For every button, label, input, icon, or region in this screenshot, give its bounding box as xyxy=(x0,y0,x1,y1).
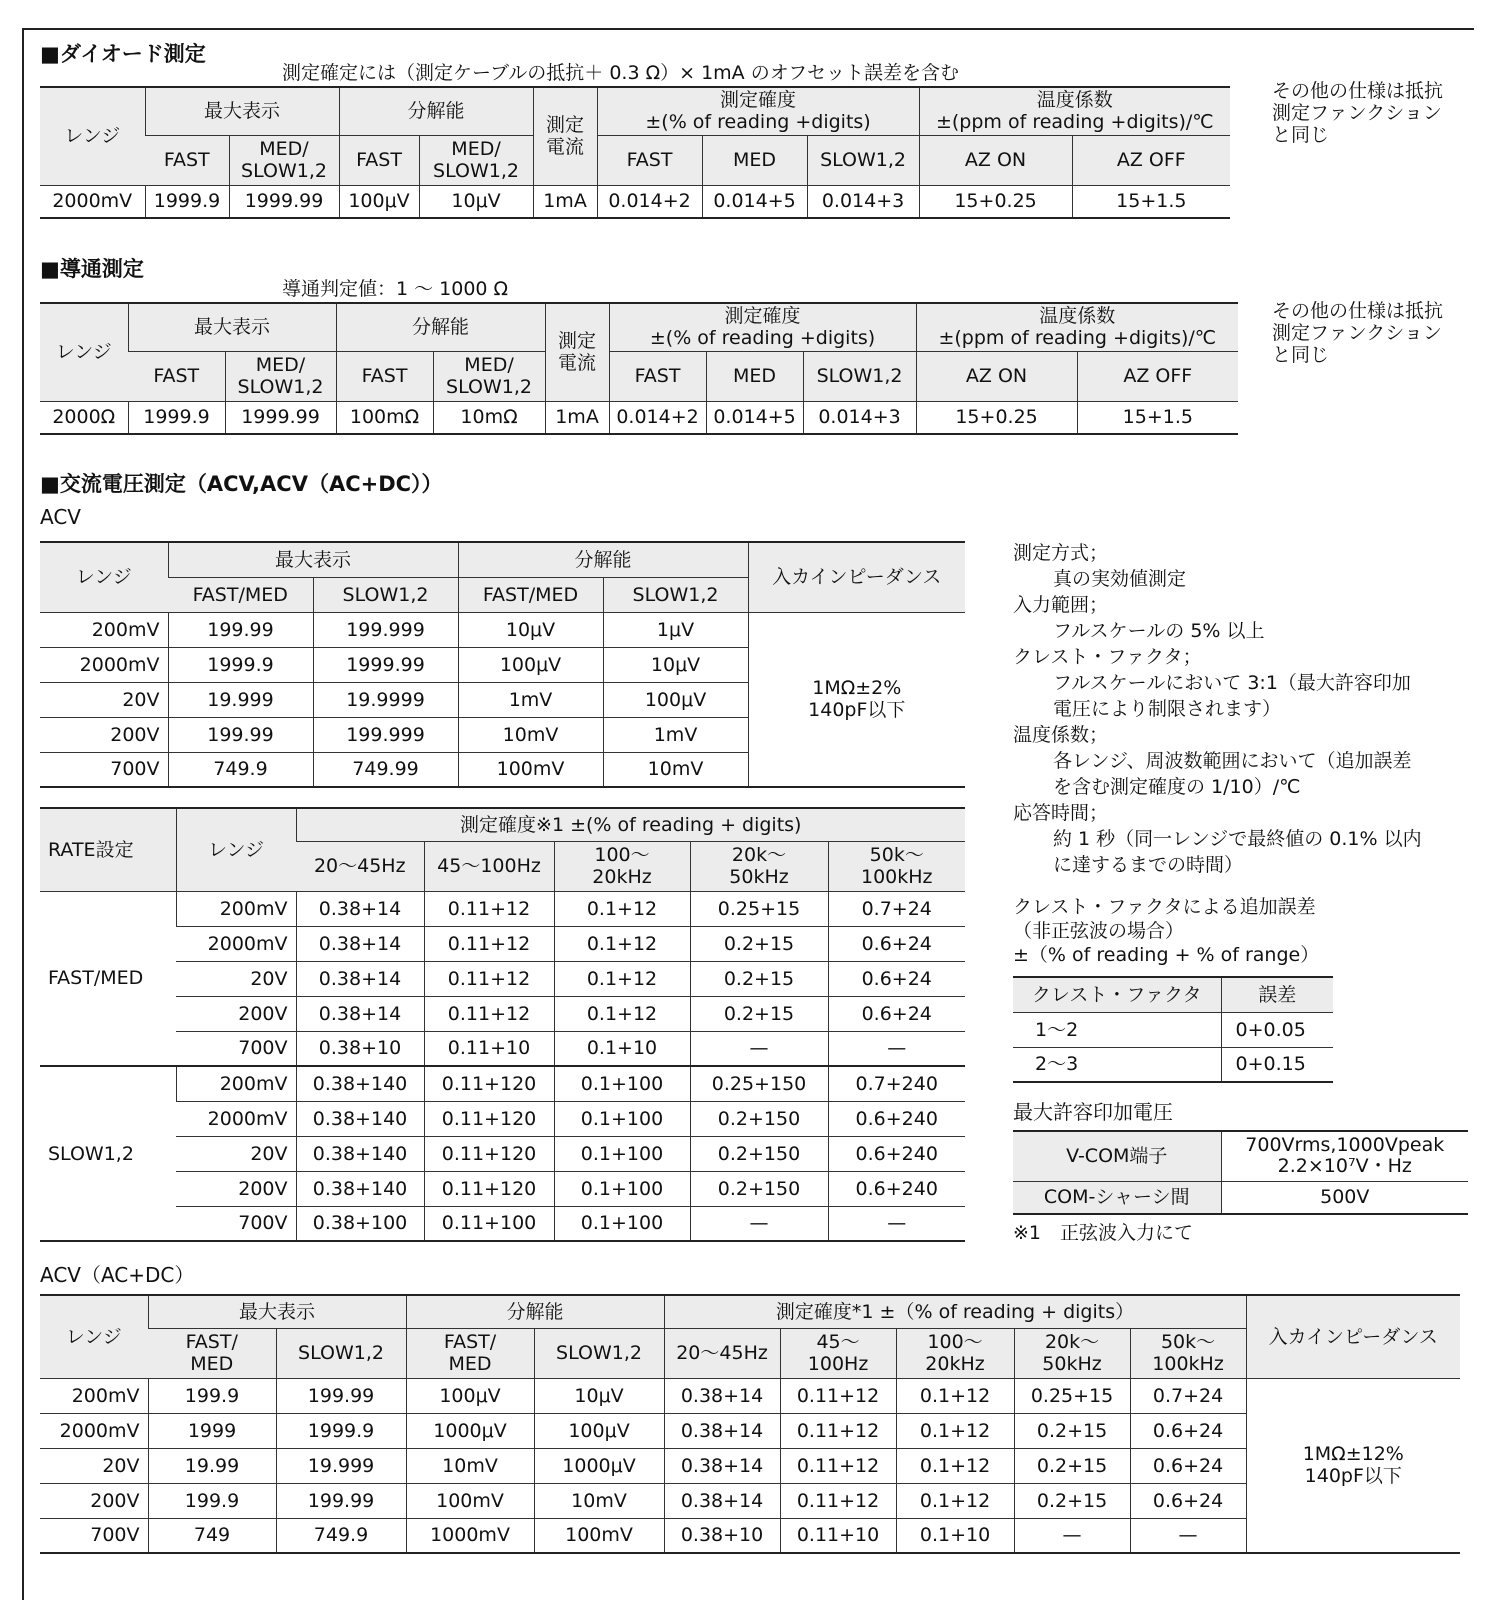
cell: 2000mV xyxy=(40,1413,148,1448)
cell: 0.6+24 xyxy=(1130,1448,1246,1483)
cell: 0.38+140 xyxy=(296,1101,424,1136)
table-row xyxy=(40,961,965,996)
cell: 2000mV xyxy=(176,1101,296,1136)
cell: 100mΩ xyxy=(336,401,433,434)
cell: 0.7+24 xyxy=(828,891,965,926)
cell: 1999.99 xyxy=(313,647,458,682)
cell: 15+0.25 xyxy=(919,185,1072,218)
table-row xyxy=(40,1101,965,1136)
cell: 0.11+100 xyxy=(424,1206,554,1241)
h-range: レンジ xyxy=(40,303,128,401)
side-note-line: 温度係数； xyxy=(1013,724,1109,746)
cell: 199.9 xyxy=(148,1483,276,1518)
h-max: 最大表示 xyxy=(168,542,458,577)
cell: 1999.99 xyxy=(225,401,336,434)
h-acc: 測定確度 ±(% of reading +digits) xyxy=(609,303,916,351)
cell: 10mV xyxy=(603,752,748,787)
cell: 15+1.5 xyxy=(1072,185,1230,218)
cell: 0.38+10 xyxy=(664,1518,780,1553)
cell: 20V xyxy=(176,961,296,996)
cell: 0.11+120 xyxy=(424,1101,554,1136)
cell: 100μV xyxy=(406,1378,534,1413)
cell: 20V xyxy=(176,1136,296,1171)
cell: 10μV xyxy=(419,185,533,218)
h-slow: SLOW1,2 xyxy=(603,577,748,612)
h-acc: 測定確度※1 ±(% of reading + digits) xyxy=(296,808,965,841)
cell: 0.11+12 xyxy=(780,1483,896,1518)
cell: 10mV xyxy=(458,717,603,752)
h-fast: FAST xyxy=(597,135,702,185)
cell: 0.6+24 xyxy=(1130,1483,1246,1518)
cell: 0.2+150 xyxy=(690,1101,828,1136)
cell: 0.2+15 xyxy=(690,926,828,961)
cell: 0.11+120 xyxy=(424,1136,554,1171)
cell: 749.9 xyxy=(276,1518,406,1553)
h-fast: FAST xyxy=(336,351,433,401)
table-row xyxy=(40,185,1230,218)
cell: 700V xyxy=(238,1212,288,1235)
h-range: レンジ xyxy=(40,1295,148,1378)
cell: 0.1+100 xyxy=(554,1101,690,1136)
cell: 0.6+24 xyxy=(828,926,965,961)
h-freq: 20〜45Hz xyxy=(296,841,424,891)
cell: 1mV xyxy=(458,682,603,717)
h-temp: 温度係数 ±(ppm of reading +digits)/℃ xyxy=(916,303,1238,351)
cell: — xyxy=(828,1206,965,1241)
cell: — xyxy=(690,1206,828,1241)
cell: 0.11+12 xyxy=(424,926,554,961)
cell: 200mV xyxy=(176,1066,296,1101)
h-imp: 入カインピーダンス xyxy=(748,542,965,612)
cell: — xyxy=(1130,1518,1246,1553)
cell: 0.38+14 xyxy=(296,961,424,996)
table-row xyxy=(40,1378,1460,1413)
acdc-impedance: 1MΩ±12% 140pF以下 xyxy=(1246,1378,1460,1553)
h-fast: FAST xyxy=(145,135,229,185)
cell: 0.11+12 xyxy=(780,1448,896,1483)
table-row xyxy=(1013,1181,1468,1214)
h-slow: SLOW1,2 xyxy=(313,577,458,612)
h-fastmed: FAST/ MED xyxy=(406,1328,534,1378)
cell: 700Vrms,1000Vpeak 2.2×10⁷V・Hz xyxy=(1221,1131,1468,1181)
cell: 200V xyxy=(176,996,296,1031)
cell: 0.1+100 xyxy=(554,1136,690,1171)
acdc-table xyxy=(40,1294,1460,1554)
footnote: ※1 正弦波入力にて xyxy=(1013,1222,1194,1244)
cell: COM-シャーシ間 xyxy=(1013,1181,1221,1214)
cell: 2000mV xyxy=(176,926,296,961)
cell: 0.2+150 xyxy=(690,1136,828,1171)
side-note-line: クレスト・ファクタ； xyxy=(1013,646,1202,668)
h-azoff: AZ OFF xyxy=(1077,351,1238,401)
table-row xyxy=(40,891,965,926)
cell: 0.11+12 xyxy=(780,1378,896,1413)
cell: 199.999 xyxy=(313,717,458,752)
cell: 19.999 xyxy=(168,682,313,717)
cell: 0.014+5 xyxy=(702,185,807,218)
cell: 0.1+100 xyxy=(554,1206,690,1241)
cell: 0.38+14 xyxy=(296,891,424,926)
cell: 749.9 xyxy=(168,752,313,787)
cell: 1mA xyxy=(545,401,609,434)
cell: 20V xyxy=(40,1448,148,1483)
cell: 15+1.5 xyxy=(1077,401,1238,434)
h-res: 分解能 xyxy=(406,1295,664,1328)
cell: 100mV xyxy=(458,752,603,787)
crest-title: クレスト・ファクタによる追加誤差 （非正弦波の場合） ±（% of reading + % of range） xyxy=(1013,896,1320,966)
cell: 0.11+10 xyxy=(780,1518,896,1553)
rate-group: FAST/MED xyxy=(48,967,144,990)
max-voltage-table xyxy=(1013,1130,1468,1215)
cell: 1999.9 xyxy=(145,185,229,218)
table-row xyxy=(40,612,965,647)
cell: 0.1+100 xyxy=(554,1066,690,1101)
table-row xyxy=(40,1066,965,1101)
cell: 199.99 xyxy=(168,717,313,752)
cell: 0.38+14 xyxy=(296,926,424,961)
cell: 15+0.25 xyxy=(916,401,1077,434)
cell: 0.014+2 xyxy=(597,185,702,218)
cell: 1999.9 xyxy=(168,647,313,682)
acv-accuracy-table xyxy=(40,807,965,1242)
cell: 0.6+24 xyxy=(828,996,965,1031)
h-azon: AZ ON xyxy=(919,135,1072,185)
h-res: 分解能 xyxy=(336,303,545,351)
cell: 0.38+14 xyxy=(664,1378,780,1413)
cell: 700V xyxy=(90,1524,140,1547)
h-cur: 測定 電流 xyxy=(545,303,609,401)
h-fastmed: FAST/MED xyxy=(458,577,603,612)
h-med: MED xyxy=(706,351,803,401)
cell: 0.2+15 xyxy=(1014,1413,1130,1448)
h-azoff: AZ OFF xyxy=(1072,135,1230,185)
cell: — xyxy=(1014,1518,1130,1553)
cell: 0.1+12 xyxy=(554,961,690,996)
cell: 0.1+12 xyxy=(554,996,690,1031)
cell: 100μV xyxy=(458,647,603,682)
cell: 100mV xyxy=(406,1483,534,1518)
cell: 200mV xyxy=(176,891,296,926)
diode-table xyxy=(40,86,1230,219)
cell: 0.2+15 xyxy=(690,961,828,996)
h-imp: 入カインピーダンス xyxy=(1246,1295,1460,1378)
cell: 0.38+14 xyxy=(664,1483,780,1518)
diode-title: ■ダイオード測定 xyxy=(40,42,206,66)
cell: 0.38+100 xyxy=(296,1206,424,1241)
h-max: 最大表示 xyxy=(148,1295,406,1328)
h-freq: 20k〜 50kHz xyxy=(690,841,828,891)
cell: 0+0.15 xyxy=(1221,1047,1333,1082)
cell: 700V xyxy=(176,1031,296,1066)
cell: 0.1+12 xyxy=(896,1378,1014,1413)
cell: 0.2+15 xyxy=(1014,1448,1130,1483)
cell: 1〜2 xyxy=(1013,1012,1221,1047)
table-row xyxy=(40,926,965,961)
cell: 0.38+14 xyxy=(664,1448,780,1483)
h-acc: 測定確度 ±(% of reading +digits) xyxy=(597,87,919,135)
cell: 1000μV xyxy=(534,1448,664,1483)
cell: 0+0.05 xyxy=(1221,1012,1333,1047)
cell: 0.38+10 xyxy=(296,1031,424,1066)
cell: 0.7+24 xyxy=(1130,1378,1246,1413)
cell: 749.99 xyxy=(313,752,458,787)
table-row xyxy=(40,401,1238,434)
cell: 1999.9 xyxy=(276,1413,406,1448)
cell: 199.99 xyxy=(276,1483,406,1518)
cell: 2000mV xyxy=(52,190,133,213)
side-note-line: 応答時間； xyxy=(1013,802,1109,824)
h-freq: 100〜 20kHz xyxy=(554,841,690,891)
table-row xyxy=(1013,1131,1468,1181)
side-note-line: フルスケールの 5% 以上 xyxy=(1053,620,1265,642)
cell: 0.11+12 xyxy=(780,1413,896,1448)
cell: 200V xyxy=(40,717,168,752)
cell: 1μV xyxy=(603,612,748,647)
h-freq: 50k〜 100kHz xyxy=(828,841,965,891)
h-res: 分解能 xyxy=(458,542,748,577)
cell: 19.9999 xyxy=(313,682,458,717)
table-row xyxy=(1013,1012,1333,1047)
cell: 200mV xyxy=(40,1378,148,1413)
h-freq: 45〜 100Hz xyxy=(780,1328,896,1378)
side-note-line: 約 1 秒（同一レンジで最終値の 0.1% 以内 xyxy=(1053,828,1422,850)
cell: 0.11+12 xyxy=(424,996,554,1031)
cell: 0.1+12 xyxy=(896,1448,1014,1483)
cell: 10μV xyxy=(458,612,603,647)
h-rate: RATE設定 xyxy=(40,808,176,891)
cell: 19.999 xyxy=(276,1448,406,1483)
h-fastmed: FAST/ MED xyxy=(148,1328,276,1378)
h-max: 最大表示 xyxy=(145,87,339,135)
h-fast: FAST xyxy=(128,351,225,401)
cell: 0.38+140 xyxy=(296,1066,424,1101)
cell: 0.6+240 xyxy=(828,1136,965,1171)
acdc-label: ACV（AC+DC） xyxy=(40,1263,195,1287)
table-row xyxy=(40,1206,965,1241)
cell: 0.38+14 xyxy=(296,996,424,1031)
table-row xyxy=(40,1171,965,1206)
h-freq: 50k〜 100kHz xyxy=(1130,1328,1246,1378)
cell: 0.11+120 xyxy=(424,1066,554,1101)
cell: 0.25+15 xyxy=(1014,1378,1130,1413)
cell: 200V xyxy=(40,1483,148,1518)
cell: 0.1+10 xyxy=(554,1031,690,1066)
cell: 100μV xyxy=(534,1413,664,1448)
cont-table xyxy=(40,302,1238,435)
side-note-line: 各レンジ、周波数範囲において（追加誤差 xyxy=(1053,750,1412,772)
diode-note: 測定確定には（測定ケーブルの抵抗＋ 0.3 Ω）× 1mA のオフセット誤差を含む xyxy=(282,62,959,84)
cell: 0.6+240 xyxy=(828,1171,965,1206)
cell: 0.1+10 xyxy=(896,1518,1014,1553)
h-temp: 温度係数 ±(ppm of reading +digits)/℃ xyxy=(919,87,1230,135)
h-freq: 20k〜 50kHz xyxy=(1014,1328,1130,1378)
cell: 100μV xyxy=(603,682,748,717)
cell: 1999.99 xyxy=(229,185,339,218)
cell: 0.7+240 xyxy=(828,1066,965,1101)
cell: 20V xyxy=(40,682,168,717)
max-voltage-title: 最大許容印加電圧 xyxy=(1013,1100,1173,1124)
acv-label: ACV xyxy=(40,505,81,529)
cell: 0.25+15 xyxy=(690,891,828,926)
cell: 1mV xyxy=(603,717,748,752)
h-fastmed: FAST/MED xyxy=(168,577,313,612)
cell: 200V xyxy=(176,1171,296,1206)
cont-side-note: その他の仕様は抵抗 測定ファンクション と同じ xyxy=(1272,300,1444,366)
h-fast: FAST xyxy=(609,351,706,401)
cell: 1999 xyxy=(148,1413,276,1448)
cell: — xyxy=(828,1031,965,1066)
cell: 200mV xyxy=(40,612,168,647)
h-res: 分解能 xyxy=(339,87,533,135)
side-note-line: 入力範囲； xyxy=(1013,594,1109,616)
h-max: 最大表示 xyxy=(128,303,336,351)
cell: 10mV xyxy=(534,1483,664,1518)
h-range: レンジ xyxy=(40,542,168,612)
h-medslow: MED/ SLOW1,2 xyxy=(433,351,545,401)
cell: 0.014+3 xyxy=(803,401,916,434)
cell: 0.25+150 xyxy=(690,1066,828,1101)
h-slow: SLOW1,2 xyxy=(534,1328,664,1378)
cell: — xyxy=(690,1031,828,1066)
table-row xyxy=(40,1136,965,1171)
cell: 1000mV xyxy=(406,1518,534,1553)
cell: 0.11+12 xyxy=(424,961,554,996)
h-freq: 100〜 20kHz xyxy=(896,1328,1014,1378)
cell: 100mV xyxy=(534,1518,664,1553)
cell: 0.11+10 xyxy=(424,1031,554,1066)
cell: 0.1+12 xyxy=(896,1413,1014,1448)
diode-side-note: その他の仕様は抵抗 測定ファンクション と同じ xyxy=(1272,80,1444,146)
cell: 19.99 xyxy=(148,1448,276,1483)
side-note-line: 真の実効値測定 xyxy=(1053,568,1187,590)
cell: 10μV xyxy=(603,647,748,682)
cell: 199.9 xyxy=(148,1378,276,1413)
acv-title: ■交流電圧測定（ACV,ACV（AC+DC）） xyxy=(40,472,443,496)
cell: 0.2+150 xyxy=(690,1171,828,1206)
cell: 0.2+15 xyxy=(690,996,828,1031)
cell: 0.014+2 xyxy=(609,401,706,434)
h-slow: SLOW1,2 xyxy=(803,351,916,401)
h-fast: FAST xyxy=(339,135,419,185)
cell: 2000Ω xyxy=(52,406,116,429)
cell: 199.999 xyxy=(313,612,458,647)
h-range: レンジ xyxy=(40,87,145,185)
cell: 10mV xyxy=(406,1448,534,1483)
cell: 0.11+12 xyxy=(424,891,554,926)
side-note-line: フルスケールにおいて 3:1（最大許容印加 xyxy=(1053,672,1411,694)
cell: 2000mV xyxy=(40,647,168,682)
cell: 1999.9 xyxy=(128,401,225,434)
side-note-line: を含む測定確度の 1/10）/℃ xyxy=(1053,776,1301,798)
cell: 0.1+100 xyxy=(554,1171,690,1206)
cell: 10mΩ xyxy=(433,401,545,434)
table-row xyxy=(40,1031,965,1066)
h-med: MED xyxy=(702,135,807,185)
acv-side-notes xyxy=(1013,540,1422,878)
cell: 1mA xyxy=(533,185,597,218)
cell: 199.99 xyxy=(168,612,313,647)
h-slow: SLOW1,2 xyxy=(807,135,919,185)
h-azon: AZ ON xyxy=(916,351,1077,401)
cell: 100μV xyxy=(339,185,419,218)
h-freq: 45〜100Hz xyxy=(424,841,554,891)
h-freq: 20〜45Hz xyxy=(664,1328,780,1378)
h-acc: 測定確度*1 ±（% of reading + digits） xyxy=(664,1295,1246,1328)
cell: 0.6+240 xyxy=(828,1101,965,1136)
h-medslow: MED/ SLOW1,2 xyxy=(225,351,336,401)
h-range: レンジ xyxy=(176,808,296,891)
cell: 0.38+140 xyxy=(296,1171,424,1206)
cell: 749 xyxy=(148,1518,276,1553)
cell: 0.38+14 xyxy=(664,1413,780,1448)
acv-impedance: 1MΩ±2% 140pF以下 xyxy=(748,612,965,787)
cell: 0.1+12 xyxy=(896,1483,1014,1518)
side-note-line: に達するまでの時間） xyxy=(1053,854,1244,876)
cell: 0.2+15 xyxy=(1014,1483,1130,1518)
h-cur: 測定 電流 xyxy=(533,87,597,185)
cont-title: ■導通測定 xyxy=(40,257,144,281)
h-error: 誤差 xyxy=(1221,977,1333,1012)
cell: 0.6+24 xyxy=(828,961,965,996)
table-row xyxy=(1013,1047,1333,1082)
table-row xyxy=(40,996,965,1031)
cell: 0.1+12 xyxy=(554,891,690,926)
h-medslow: MED/ SLOW1,2 xyxy=(229,135,339,185)
h-crest: クレスト・ファクタ xyxy=(1013,977,1221,1012)
cell: 2〜3 xyxy=(1035,1053,1079,1076)
cont-note: 導通判定値：1 〜 1000 Ω xyxy=(282,278,509,300)
cell: 700V xyxy=(110,758,160,781)
cell: 0.1+12 xyxy=(554,926,690,961)
cell: 500V xyxy=(1221,1181,1468,1214)
cell: 0.014+3 xyxy=(807,185,919,218)
h-medslow: MED/ SLOW1,2 xyxy=(419,135,533,185)
cell: 1000μV xyxy=(406,1413,534,1448)
cell: 10μV xyxy=(534,1378,664,1413)
cell: 0.38+140 xyxy=(296,1136,424,1171)
side-note-line: 測定方式； xyxy=(1013,542,1109,564)
acv-table xyxy=(40,541,965,788)
crest-table xyxy=(1013,976,1333,1083)
h-slow: SLOW1,2 xyxy=(276,1328,406,1378)
cell: 0.6+24 xyxy=(1130,1413,1246,1448)
cell: 0.014+5 xyxy=(706,401,803,434)
rate-group: SLOW1,2 xyxy=(48,1142,134,1165)
cell: 0.11+120 xyxy=(424,1171,554,1206)
cell: V-COM端子 xyxy=(1013,1131,1221,1181)
cell: 199.99 xyxy=(276,1378,406,1413)
side-note-line: 電圧により制限されます） xyxy=(1053,698,1282,720)
